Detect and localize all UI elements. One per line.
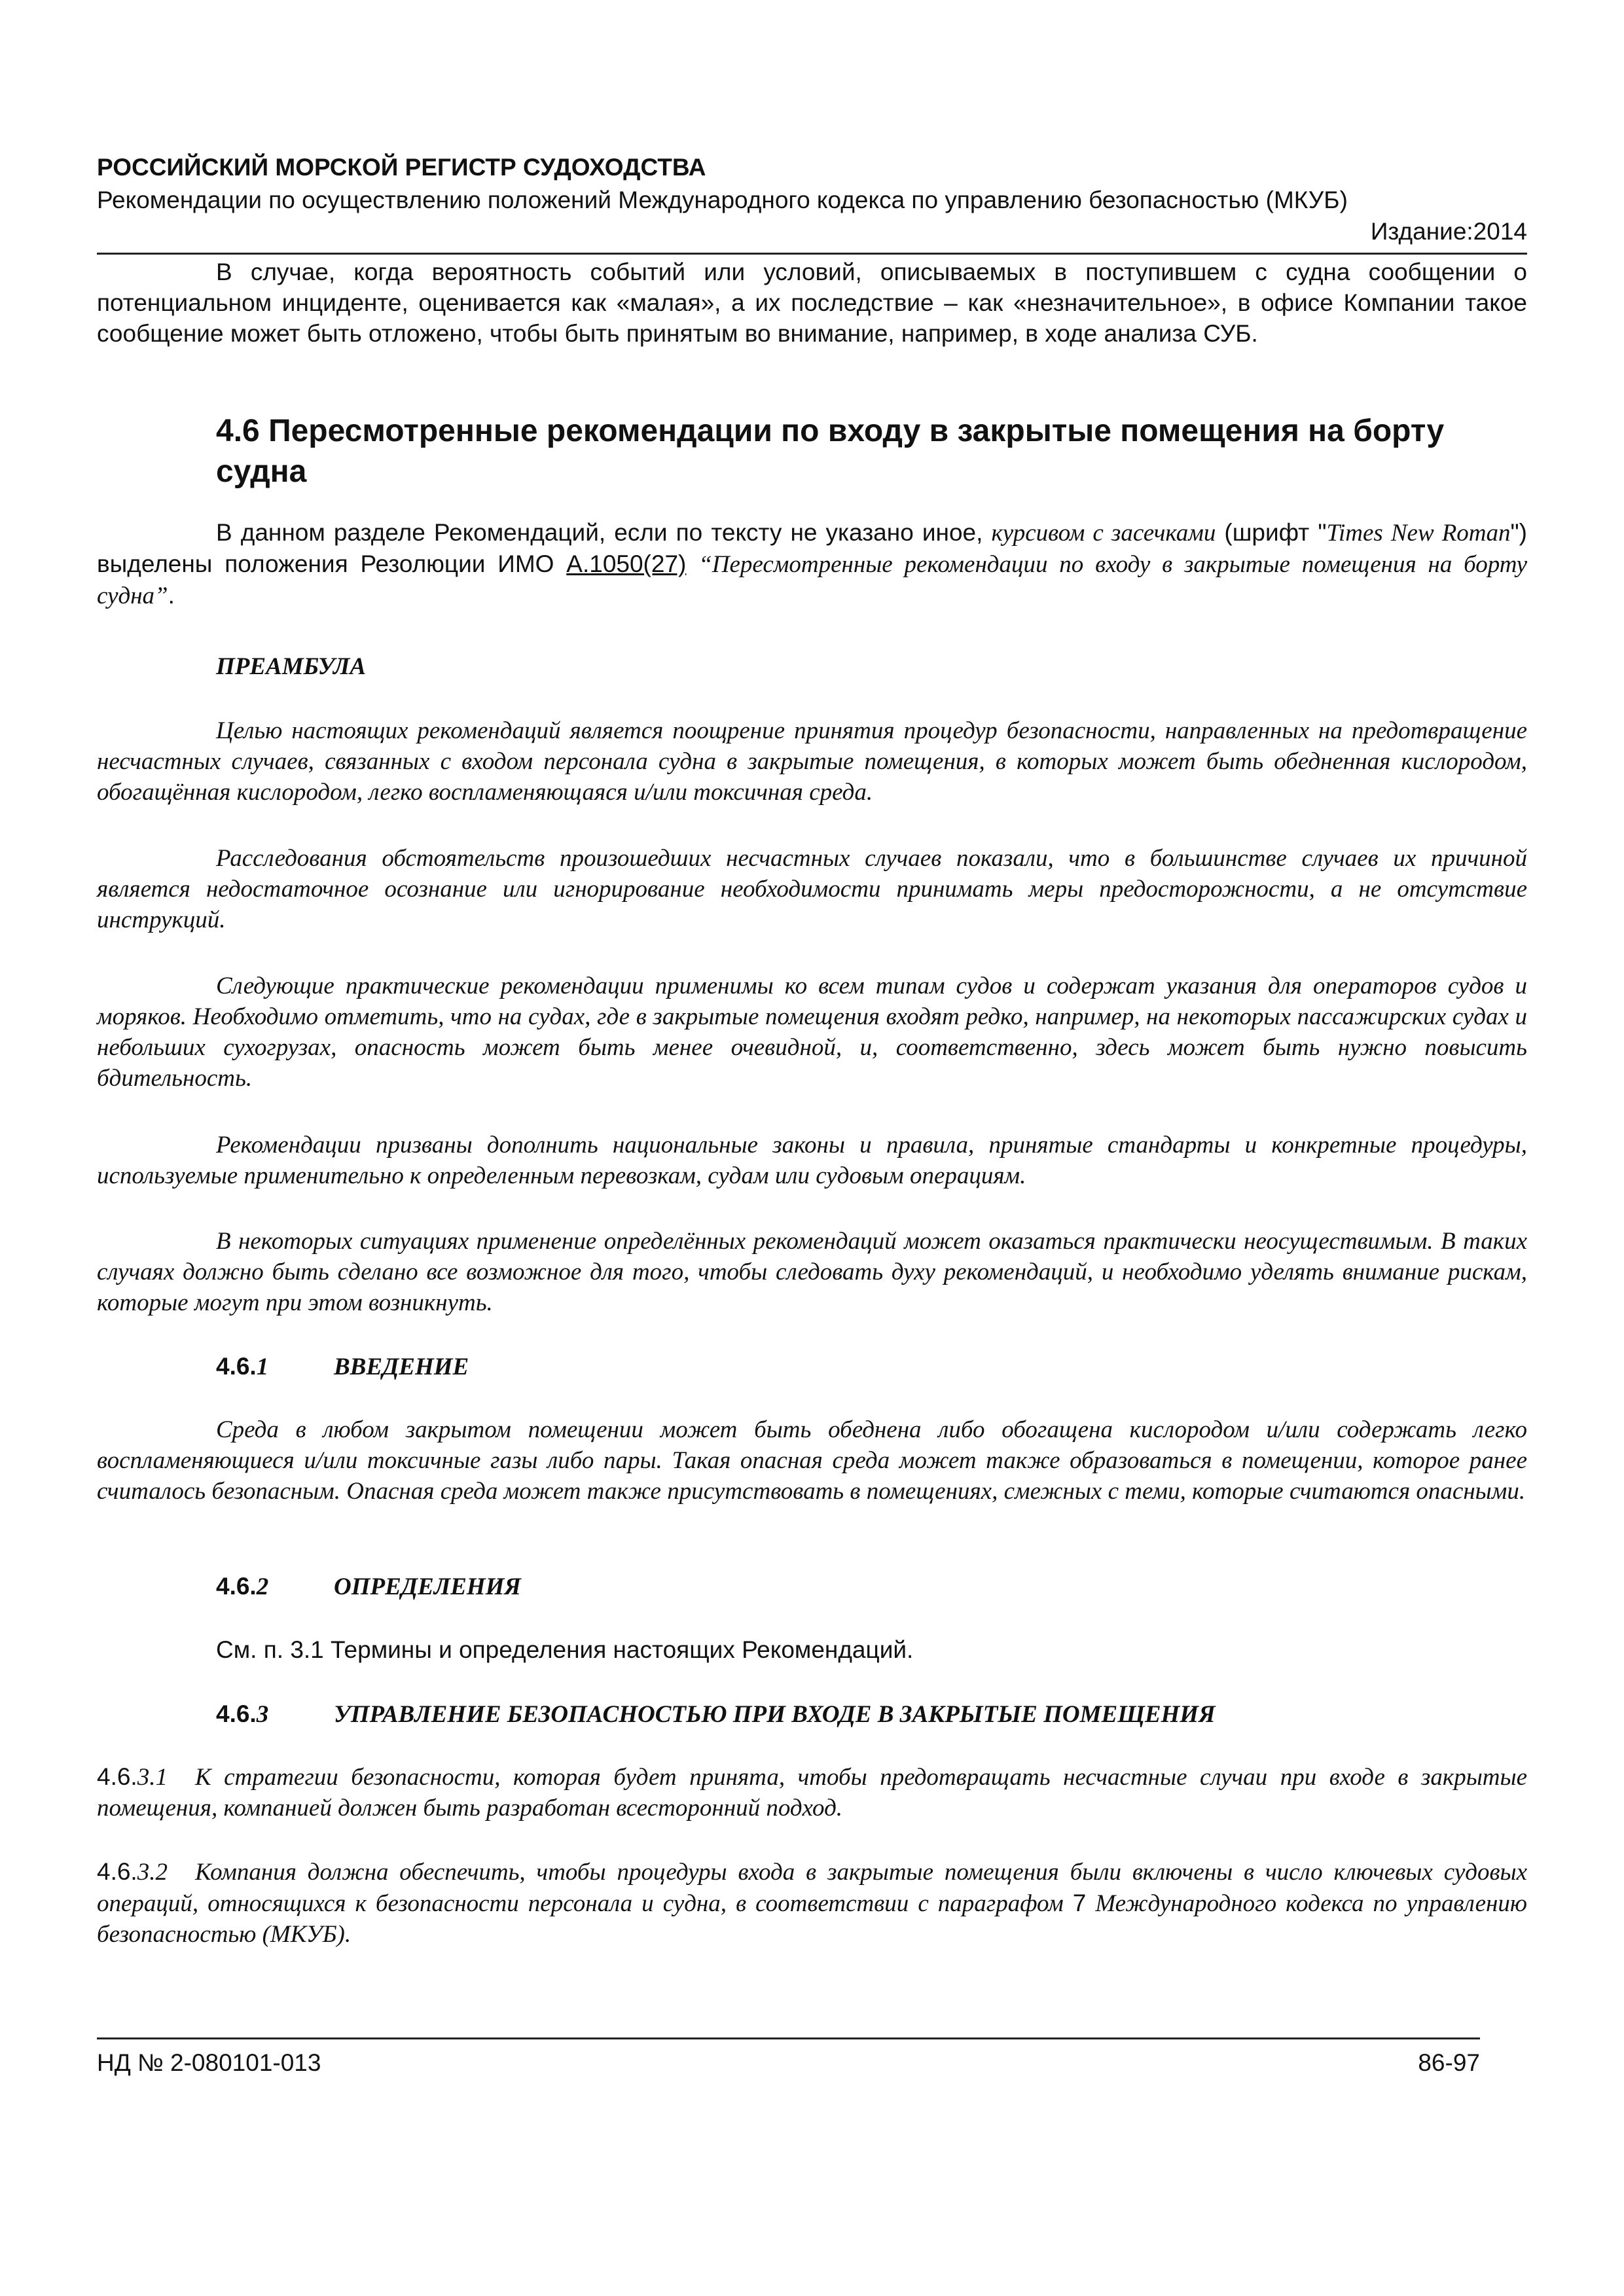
subsection-number: 4.6.3 xyxy=(216,1700,269,1728)
clause-4-6-3-1 xyxy=(97,1761,1527,1823)
preamble-paragraph: Следующие практические рекомендации применимы ко всем типам судов и содержат указания для операторов судов и моряков. Необходимо отметить, что на судах, где в закрытые помещения входят редко, например, на некоторых пассажирских судах и небольших сухогрузах, опасность может быть менее очевидной, и, соответственно, здесь может быть нужно повысить бдительность. xyxy=(97,973,1527,1092)
preamble-paragraph: В некоторых ситуациях применение определённых рекомендаций может оказаться практически неосуществимым. В таких случаях должно быть сделано все возможное для того, чтобы следовать духу рекомендаций, и необходимо уделять внимание рискам, которые могут при этом возникнуть. xyxy=(97,1228,1527,1316)
clause-text-a: Компания должна обеспечить, чтобы процедуры входа в закрытые помещения были включены в число ключевых судовых операций, относящихся к безопасности персонала и судна, в соответствии с параграфом xyxy=(97,1859,1527,1917)
section-title: 4.6 Пересмотренные рекомендации по входу в закрытые помещения на борту судна xyxy=(216,414,1445,489)
introduction-paragraph: Среда в любом закрытом помещении может быть обеднена либо обогащена кислородом и/или содержать легко воспламеняющиеся и/или токсичные газы либо пары. Такая опасная среда может также образоваться в помещении, которое ранее считалось безопасным. Опасная среда может также присутствовать в помещениях, смежных с теми, которые считаются опасными. xyxy=(97,1416,1527,1505)
header-divider xyxy=(97,253,1527,255)
preamble-paragraph: Рекомендации призваны дополнить национальные законы и правила, принятые стандарты и конкретные процедуры, используемые применительно к определенным перевозкам, судам или судовым операциям. xyxy=(97,1132,1527,1189)
subsection-number: 4.6.1 xyxy=(216,1353,269,1380)
note-italic-1: курсивом с засечками xyxy=(991,520,1216,547)
clause-number: 4.6. xyxy=(97,1763,137,1790)
section-note xyxy=(97,517,1527,611)
subsection-title: ВВЕДЕНИЕ xyxy=(334,1354,469,1380)
footer-divider xyxy=(97,2037,1480,2039)
preamble-heading xyxy=(216,651,366,682)
note-text-2: (шрифт " xyxy=(1216,519,1327,546)
preamble-paragraph: Целью настоящих рекомендаций является поощрение принятия процедур безопасности, направленных на предотвращение несчастных случаев, связанных с входом персонала судна в закрытые помещения, в которых может быть обедненная кислородом, обогащённая кислородом, легко воспламеняющаяся и/или токсичная среда. xyxy=(97,717,1527,806)
resolution-link[interactable]: А.1050(27) xyxy=(566,550,687,577)
preamble-paragraph: Расследования обстоятельств произошедших несчастных случаев показали, что в большинстве случаев их причиной является недостаточное осознание или игнорирование необходимости принимать меры предосторожности, а не отсутствие инструкций. xyxy=(97,845,1527,933)
subsection-number: 4.6.2 xyxy=(216,1573,269,1600)
subsection-heading-introduction xyxy=(216,1351,469,1382)
clause-text-b: Международного кодекса по управлению безопасностью (МКУБ). xyxy=(97,1890,1527,1948)
subsection-title: УПРАВЛЕНИЕ БЕЗОПАСНОСТЬЮ ПРИ ВХОДЕ В ЗАКРЫТЫЕ ПОМЕЩЕНИЯ xyxy=(334,1701,1216,1728)
clause-4-6-3-2 xyxy=(97,1856,1527,1950)
clause-text: К стратегии безопасности, которая будет принята, чтобы предотвращать несчастные случаи при входе в закрытые помещения, компанией должен быть разработан всесторонний подход. xyxy=(97,1764,1527,1821)
note-text-4 xyxy=(686,550,698,577)
note-text-5: . xyxy=(168,582,175,609)
header-subtitle: Рекомендации по осуществлению положений Международного кодекса по управлению безопасностью (МКУБ) xyxy=(97,187,1348,213)
note-text-1: В данном разделе Рекомендаций, если по тексту не указано иное, xyxy=(216,519,992,546)
preamble-heading-text: ПРЕАМБУЛА xyxy=(216,653,367,680)
clause-paragraph-number: 7 xyxy=(1072,1890,1087,1916)
note-italic-3: “Пересмотренные рекомендации по входу в закрытые помещения на борту судна” xyxy=(97,551,1527,609)
footer-doc-number: НД № 2-080101-013 xyxy=(97,2049,321,2076)
definitions-paragraph: См. п. 3.1 Термины и определения настоящих Рекомендаций. xyxy=(216,1636,914,1663)
subsection-heading-safety-management xyxy=(216,1698,1216,1730)
clause-number-suffix: 3.1 xyxy=(137,1764,168,1791)
note-italic-2: Times New Roman xyxy=(1326,520,1511,547)
clause-number: 4.6. xyxy=(97,1858,137,1885)
header-edition: Издание:2014 xyxy=(1370,218,1527,245)
subsection-heading-definitions xyxy=(216,1571,521,1602)
clause-number-suffix: 3.2 xyxy=(137,1859,168,1886)
intro-paragraph: В случае, когда вероятность событий или условий, описываемых в поступившем с судна сообщении о потенциальном инциденте, оценивается как «малая», а их последствие – как «незначительное», в офисе Компании такое сообщение может быть отложено, чтобы быть принятым во внимание, например, в ходе анализа СУБ. xyxy=(97,259,1527,347)
footer-page-number: 86-97 xyxy=(1418,2049,1480,2076)
header-organization: РОССИЙСКИЙ МОРСКОЙ РЕГИСТР СУДОХОДСТВА xyxy=(97,154,706,181)
subsection-title: ОПРЕДЕЛЕНИЯ xyxy=(334,1573,521,1600)
note-text-3: ") выделены положения Резолюции ИМО xyxy=(97,519,1527,577)
